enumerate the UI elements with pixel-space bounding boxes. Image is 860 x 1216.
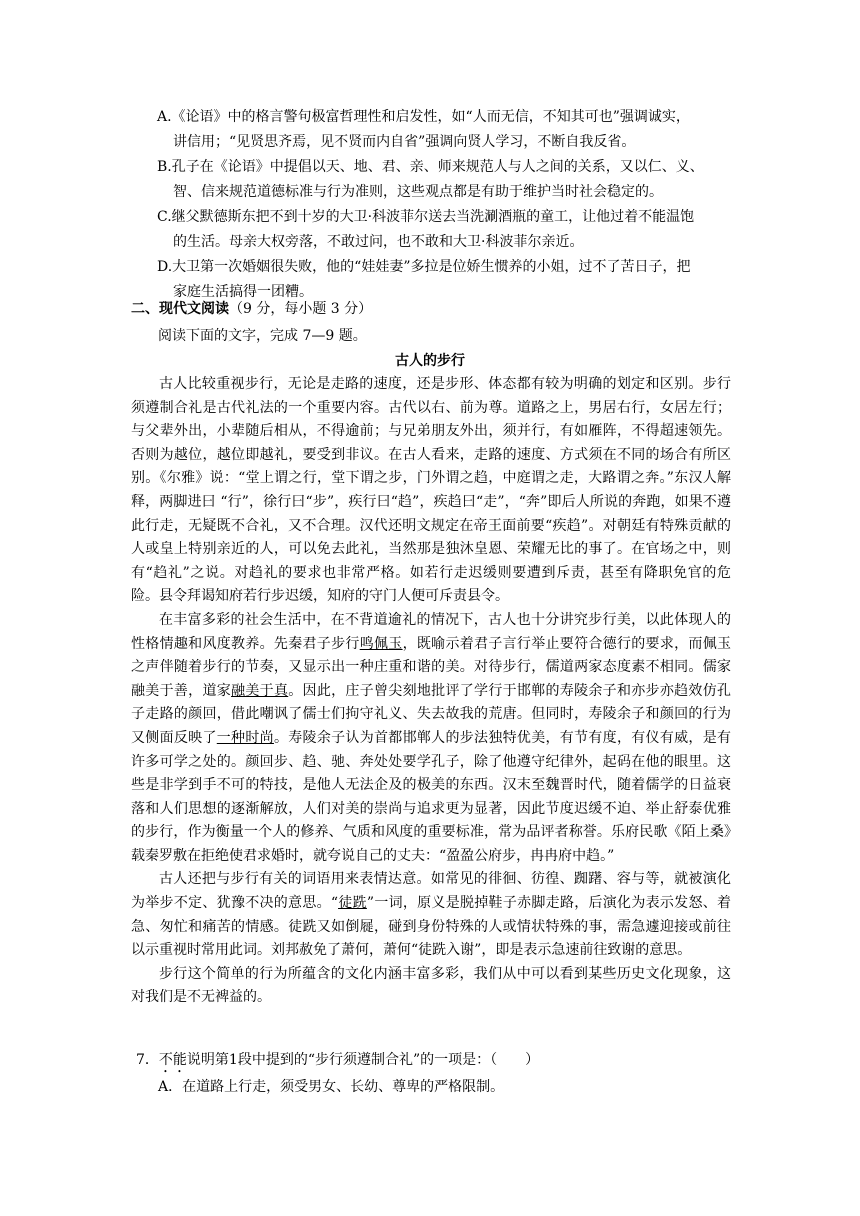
- question-stem: 说明第1段中提到的“步行须遵制合礼”的一项是：（ ）: [186, 1052, 540, 1068]
- paragraph-4: 步行这个简单的行为所蕴含的文化内涵丰富多彩，我们从中可以看到某些历史文化现象，这对我们是不无裨益的。: [131, 965, 731, 1006]
- question-7: [136, 1048, 539, 1076]
- option-line-continued: 智、信来规范道德标准与行为准则，这些观点都是有助于维护当时社会稳定的。: [173, 184, 663, 200]
- section-heading: [131, 297, 372, 321]
- option-line-continued: 讲信用；“见贤思齐焉，见不贤而内自省”强调向贤人学习，不断自我反省。: [173, 134, 636, 150]
- text-run: 。因此，庄子曾尖刻地批评了学行于邯郸的寿陵余子和亦步亦趋效仿孔子走路的颜回，借此嘲讽了儒士们拘守礼义、失去故我的荒唐。但同时，寿陵余子和颜回的行为又侧面反映了: [131, 682, 732, 746]
- text-run: 在丰富多彩的社会生活中，在不背道逾礼的情况下，古人也十分讲究步行美，以此体现人的性格情趣和风度教养。先秦君子步行: [131, 611, 731, 652]
- underlined-phrase: 徒跣: [338, 895, 367, 912]
- option-b-previous: [157, 155, 737, 205]
- paragraph-1: 古人比较重视步行，无论是走路的速度，还是步形、体态都有较为明确的划定和区别。步行须遵制合礼是古代礼法的一个重要内容。古代以右、前为尊。道路之上，男居右行，女居左行；与父辈外出，小辈随后相从，不得逾前；与兄弟朋友外出，须并行，有如雁阵，不得超速领先。否则为越位，越位即越礼，要受到非议。在古人看来，走路的速度、方式须在不同的场合有所区别。《尔雅》说：“堂上谓之行，堂下谓之步，门外谓之趋，中庭谓之走，大路谓之奔。”东汉人解释，两脚进曰 “行”，徐行曰“步”，疾行曰“趋”，疾趋曰“走”，“奔”即后人所说的奔跑，如果不遵此行走，无疑既不合礼，又不合理。汉代还明文规定在帝王面前要“疾趋”。对朝廷有特殊贡献的人或皇上特别亲近的人，可以免去此礼，当然那是独沐皇恩、荣耀无比的事了。在官场之中，则有“趋礼”之说。对趋礼的要求也非常严格。如若行走迟缓则要遭到斥责，甚至有降职免官的危险。县令拜谒知府若行步迟缓，知府的守门人便可斥责县令。: [131, 376, 731, 605]
- option-line: A.《论语》中的格言警句极富哲理性和启发性，如“人而无信，不知其可也”强调诚实，: [157, 109, 690, 125]
- article-body: [131, 373, 731, 1010]
- option-line: D.大卫第一次婚姻很失败，他的“娃娃妻”多拉是位娇生惯养的小姐，过不了苦日子，把: [157, 259, 691, 275]
- option-line-continued: 的生活。母亲大权旁落，不敢过问，也不敢和大卫·科波菲尔亲近。: [173, 234, 584, 250]
- text-run: 古人还把与步行有关的词语用来表情达意。如常见的徘徊、彷徨、踟躇、容与等，就被演化为举步不定、犹豫不决的意思。“: [131, 871, 731, 912]
- question-7-option-a: A．在道路上行走，须受男女、长幼、尊卑的严格限制。: [158, 1079, 505, 1095]
- text-run: 。寿陵余子认为首都邯郸人的步法独特优美，有节有度，有仪有威，是有许多可学之处的。颜回步、趋、驰、奔处处要学孔子，除了他遵守纪律外，起码在他的眼里。这些是非学到手不可的特技，是他人无法企及的极美的东西。汉末至魏晋时代，随着儒学的日益衰落和人们思想的逐渐解放，人们对美的崇尚与追求更为显著，因此节度迟缓不迫、举止舒泰优雅的步行，作为衡量一个人的修养、气质和风度的重要标准，常为品评者称誉。乐府民歌《陌上桑》载秦罗敷在拒绝使君求婚时，就夸说自己的丈夫：“盈盈公府步，冉冉府中趋。”: [131, 729, 732, 864]
- section-score-note: （9 分，每小题 3 分）: [229, 301, 373, 317]
- underlined-phrase: 一种时尚: [216, 729, 274, 746]
- underlined-phrase: 融美于真: [231, 682, 289, 699]
- option-line: C.继父默德斯东把不到十岁的大卫·科波菲尔送去当洗涮酒瓶的童工，让他过着不能温饱: [157, 209, 695, 225]
- underlined-phrase: 鸣佩玉: [359, 635, 403, 652]
- paragraph-3: [131, 868, 731, 962]
- reading-instruction: 阅读下面的文字，完成 7—9 题。: [158, 328, 367, 344]
- question-number: 7．: [136, 1052, 159, 1068]
- option-line-continued: 家庭生活搞得一团糟。: [173, 284, 313, 300]
- section-title: 二、现代文阅读: [131, 301, 229, 317]
- paragraph-2: [131, 609, 731, 869]
- option-c-previous: [157, 205, 737, 255]
- emphasized-phrase: 不能: [158, 1052, 187, 1068]
- option-a-previous: [157, 105, 737, 155]
- article-title: 古人的步行: [395, 353, 465, 369]
- option-line: B.孔子在《论语》中提倡以天、地、君、亲、师来规范人与人之间的关系，又以仁、义、: [157, 159, 704, 175]
- text-run: ”一词，原义是脱掉鞋子赤脚走路，后演化为表示发怒、着急、匆忙和痛苦的情感。徒跣又如倒屣，碰到身份特殊的人或情状特殊的事，需急遽迎接或前往以示重视时常用此词。刘邦赦免了萧何，萧何“徒跣入谢”，即是表示急速前往致谢的意思。: [131, 895, 731, 959]
- text-run: ，既喻示着君子言行举止要符合德行的要求，而佩玉之声伴随着步行的节奏，又显示出一种庄重和谐的美。对待步行，儒道两家态度素不相同。儒家融美于善，道家: [131, 635, 732, 699]
